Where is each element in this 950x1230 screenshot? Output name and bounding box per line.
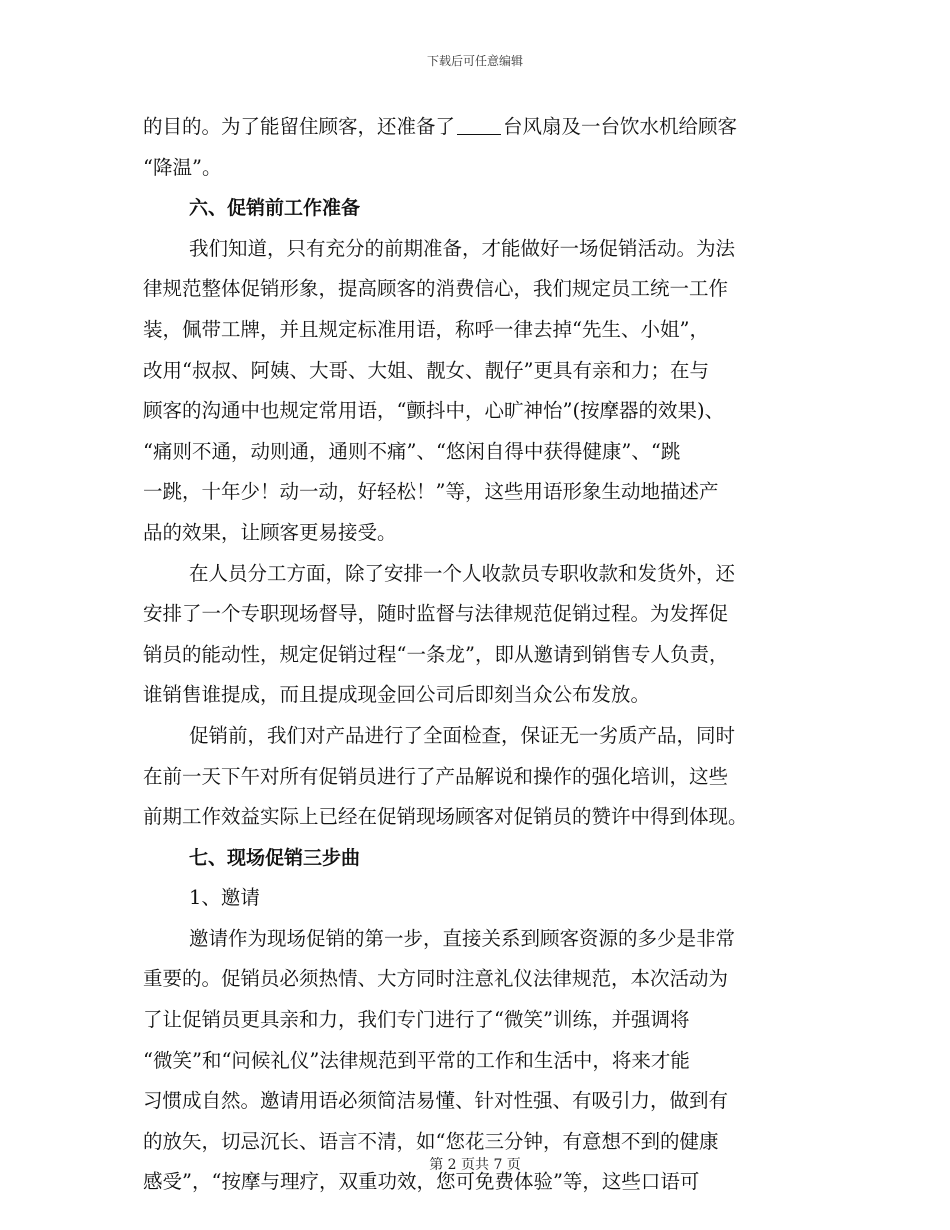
section-heading-7: 七、现场促销三步曲 bbox=[189, 846, 361, 869]
paragraph-line: 在前一天下午对所有促销员进行了产品解说和操作的强化培训，这些 bbox=[143, 764, 729, 788]
text-segment: 台风扇及一台饮水机给顾客 bbox=[503, 115, 738, 138]
paragraph-line: 销员的能动性，规定促销过程“一条龙”，即从邀请到销售专人负责， bbox=[143, 642, 729, 666]
page-header-note: 下载后可任意编辑 bbox=[426, 54, 523, 68]
paragraph-line: 品的效果，让顾客更易接受。 bbox=[143, 520, 397, 544]
paragraph-line: 的放矢，切忌沉长、语言不清，如“您花三分钟，有意想不到的健康 bbox=[143, 1129, 719, 1153]
text-segment: 的目的。为了能留住顾客，还准备了 bbox=[143, 115, 456, 138]
paragraph-line bbox=[143, 107, 807, 148]
paragraph-line: 感受”，“按摩与理疗，双重功效，您可免费体验”等，这些口语可 bbox=[143, 1170, 700, 1194]
paragraph-line: 顾客的沟通中也规定常用语，“颤抖中，心旷神怡”(按摩器的效果)、 bbox=[143, 399, 725, 423]
paragraph-line: 律规范整体促销形象，提高顾客的消费信心，我们规定员工统一工作 bbox=[143, 277, 729, 301]
page-number: 第 2 页共 7 页 bbox=[429, 1157, 521, 1173]
paragraph-line: 了让促销员更具亲和力，我们专门进行了“微笑”训练，并强调将 bbox=[143, 1008, 690, 1032]
subsection-heading: 1、邀请 bbox=[189, 886, 260, 910]
paragraph-line: 谁销售谁提成，而且提成现金回公司后即刻当众公布发放。 bbox=[143, 683, 651, 707]
fill-in-blank bbox=[457, 114, 501, 135]
paragraph-line: 一跳，十年少！动一动，好轻松！”等，这些用语形象生动地描述产 bbox=[143, 480, 719, 504]
section-heading-6: 六、促销前工作准备 bbox=[189, 197, 361, 220]
paragraph-line: 习惯成自然。邀请用语必须简洁易懂、针对性强、有吸引力，做到有 bbox=[143, 1089, 729, 1113]
paragraph-line: “痛则不通，动则通，通则不痛”、“悠闲自得中获得健康”、“跳 bbox=[143, 439, 681, 463]
paragraph-line: “微笑”和“问候礼仪”法律规范到平常的工作和生活中，将来才能 bbox=[143, 1048, 690, 1072]
paragraph-line: 促销前，我们对产品进行了全面检查，保证无一劣质产品，同时 bbox=[189, 723, 736, 747]
paragraph-line: “降温”。 bbox=[143, 155, 222, 179]
paragraph-line: 前期工作效益实际上已经在促销现场顾客对促销员的赞许中得到体现。 bbox=[143, 805, 748, 829]
paragraph-line: 在人员分工方面，除了安排一个人收款员专职收款和发货外，还 bbox=[189, 561, 736, 585]
paragraph-line: 我们知道，只有充分的前期准备，才能做好一场促销活动。为法 bbox=[189, 236, 736, 260]
paragraph-line: 重要的。促销员必须热情、大方同时注意礼仪法律规范，本次活动为 bbox=[143, 967, 729, 991]
paragraph-line: 邀请作为现场促销的第一步，直接关系到顾客资源的多少是非常 bbox=[189, 926, 736, 950]
paragraph-line: 安排了一个专职现场督导，随时监督与法律规范促销过程。为发挥促 bbox=[143, 602, 729, 626]
paragraph-line: 装，佩带工牌，并且规定标准用语，称呼一律去掉“先生、小姐”， bbox=[143, 317, 709, 341]
paragraph-line: 改用“叔叔、阿姨、大哥、大姐、靓女、靓仔”更具有亲和力；在与 bbox=[143, 358, 709, 382]
document-body bbox=[143, 107, 807, 1203]
